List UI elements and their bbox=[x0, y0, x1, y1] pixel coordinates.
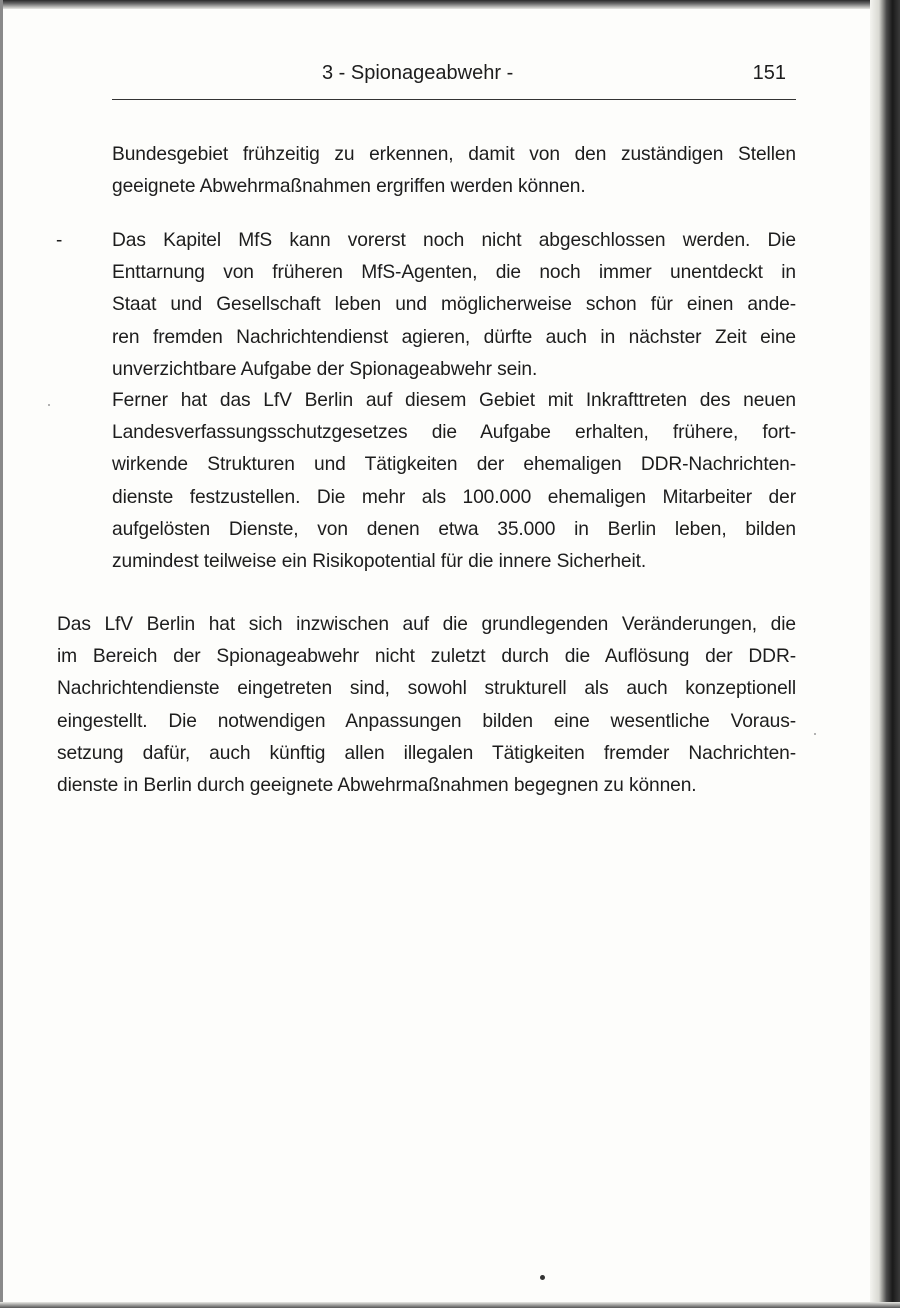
text-line: Bundesgebiet frühzeitig zu erkennen, damit von den zuständigen Stellen bbox=[112, 144, 796, 165]
text-line: Landesverfassungsschutzgesetzes die Aufgabe erhalten, frühere, fort- bbox=[112, 422, 796, 444]
scan-speck bbox=[814, 733, 816, 735]
bullet-dash: - bbox=[56, 230, 63, 251]
paragraph-4 bbox=[57, 609, 796, 802]
page-number: 151 bbox=[752, 62, 786, 84]
scan-speck bbox=[48, 404, 50, 406]
page-header bbox=[112, 60, 796, 90]
paragraph-3 bbox=[112, 385, 796, 578]
text-line: Enttarnung von früheren MfS-Agenten, die noch immer unentdeckt in bbox=[112, 262, 796, 284]
text-line: Das LfV Berlin hat sich inzwischen auf die grundlegenden Veränderungen, die bbox=[57, 614, 796, 635]
text-line: ren fremden Nachrichtendienst agieren, dürfte auch in nächster Zeit eine bbox=[112, 326, 796, 348]
paragraph-2 bbox=[112, 225, 796, 386]
text-line: zumindest teilweise ein Risikopotential für die innere Sicherheit. bbox=[112, 550, 647, 572]
text-line: geeignete Abwehrmaßnahmen ergriffen werden können. bbox=[112, 176, 586, 198]
paragraph-1 bbox=[112, 139, 796, 203]
scan-edge-right bbox=[870, 0, 900, 1308]
text-line: dienste festzustellen. Die mehr als 100.000 ehemaligen Mitarbeiter der bbox=[112, 486, 796, 508]
text-line: Das Kapitel MfS kann vorerst noch nicht abgeschlossen werden. Die bbox=[112, 230, 796, 251]
scan-edge-top bbox=[0, 0, 900, 9]
text-line: aufgelösten Dienste, von denen etwa 35.000 in Berlin leben, bilden bbox=[112, 518, 796, 540]
text-line: Nachrichtendienste eingetreten sind, sowohl strukturell als auch konzeptionell bbox=[57, 678, 796, 700]
text-line: dienste in Berlin durch geeignete Abwehrmaßnahmen begegnen zu können. bbox=[57, 774, 697, 796]
scan-dot bbox=[540, 1275, 545, 1280]
text-line: wirkende Strukturen und Tätigkeiten der ehemaligen DDR-Nachrichten- bbox=[112, 454, 796, 476]
text-line: Ferner hat das LfV Berlin auf diesem Gebiet mit Inkrafttreten des neuen bbox=[112, 390, 796, 411]
text-line: Staat und Gesellschaft leben und möglicherweise schon für einen ande- bbox=[112, 294, 796, 316]
text-line: unverzichtbare Aufgabe der Spionageabwehr sein. bbox=[112, 358, 538, 380]
text-line: eingestellt. Die notwendigen Anpassungen bilden eine wesentliche Voraus- bbox=[57, 710, 796, 732]
scan-edge-left bbox=[0, 0, 3, 1308]
text-line: setzung dafür, auch künftig allen illegalen Tätigkeiten fremder Nachrichten- bbox=[57, 742, 796, 764]
header-rule bbox=[112, 99, 796, 100]
scan-edge-bottom bbox=[0, 1302, 900, 1308]
text-line: im Bereich der Spionageabwehr nicht zuletzt durch die Auflösung der DDR- bbox=[57, 646, 796, 668]
chapter-title: 3 - Spionageabwehr - bbox=[322, 62, 514, 84]
